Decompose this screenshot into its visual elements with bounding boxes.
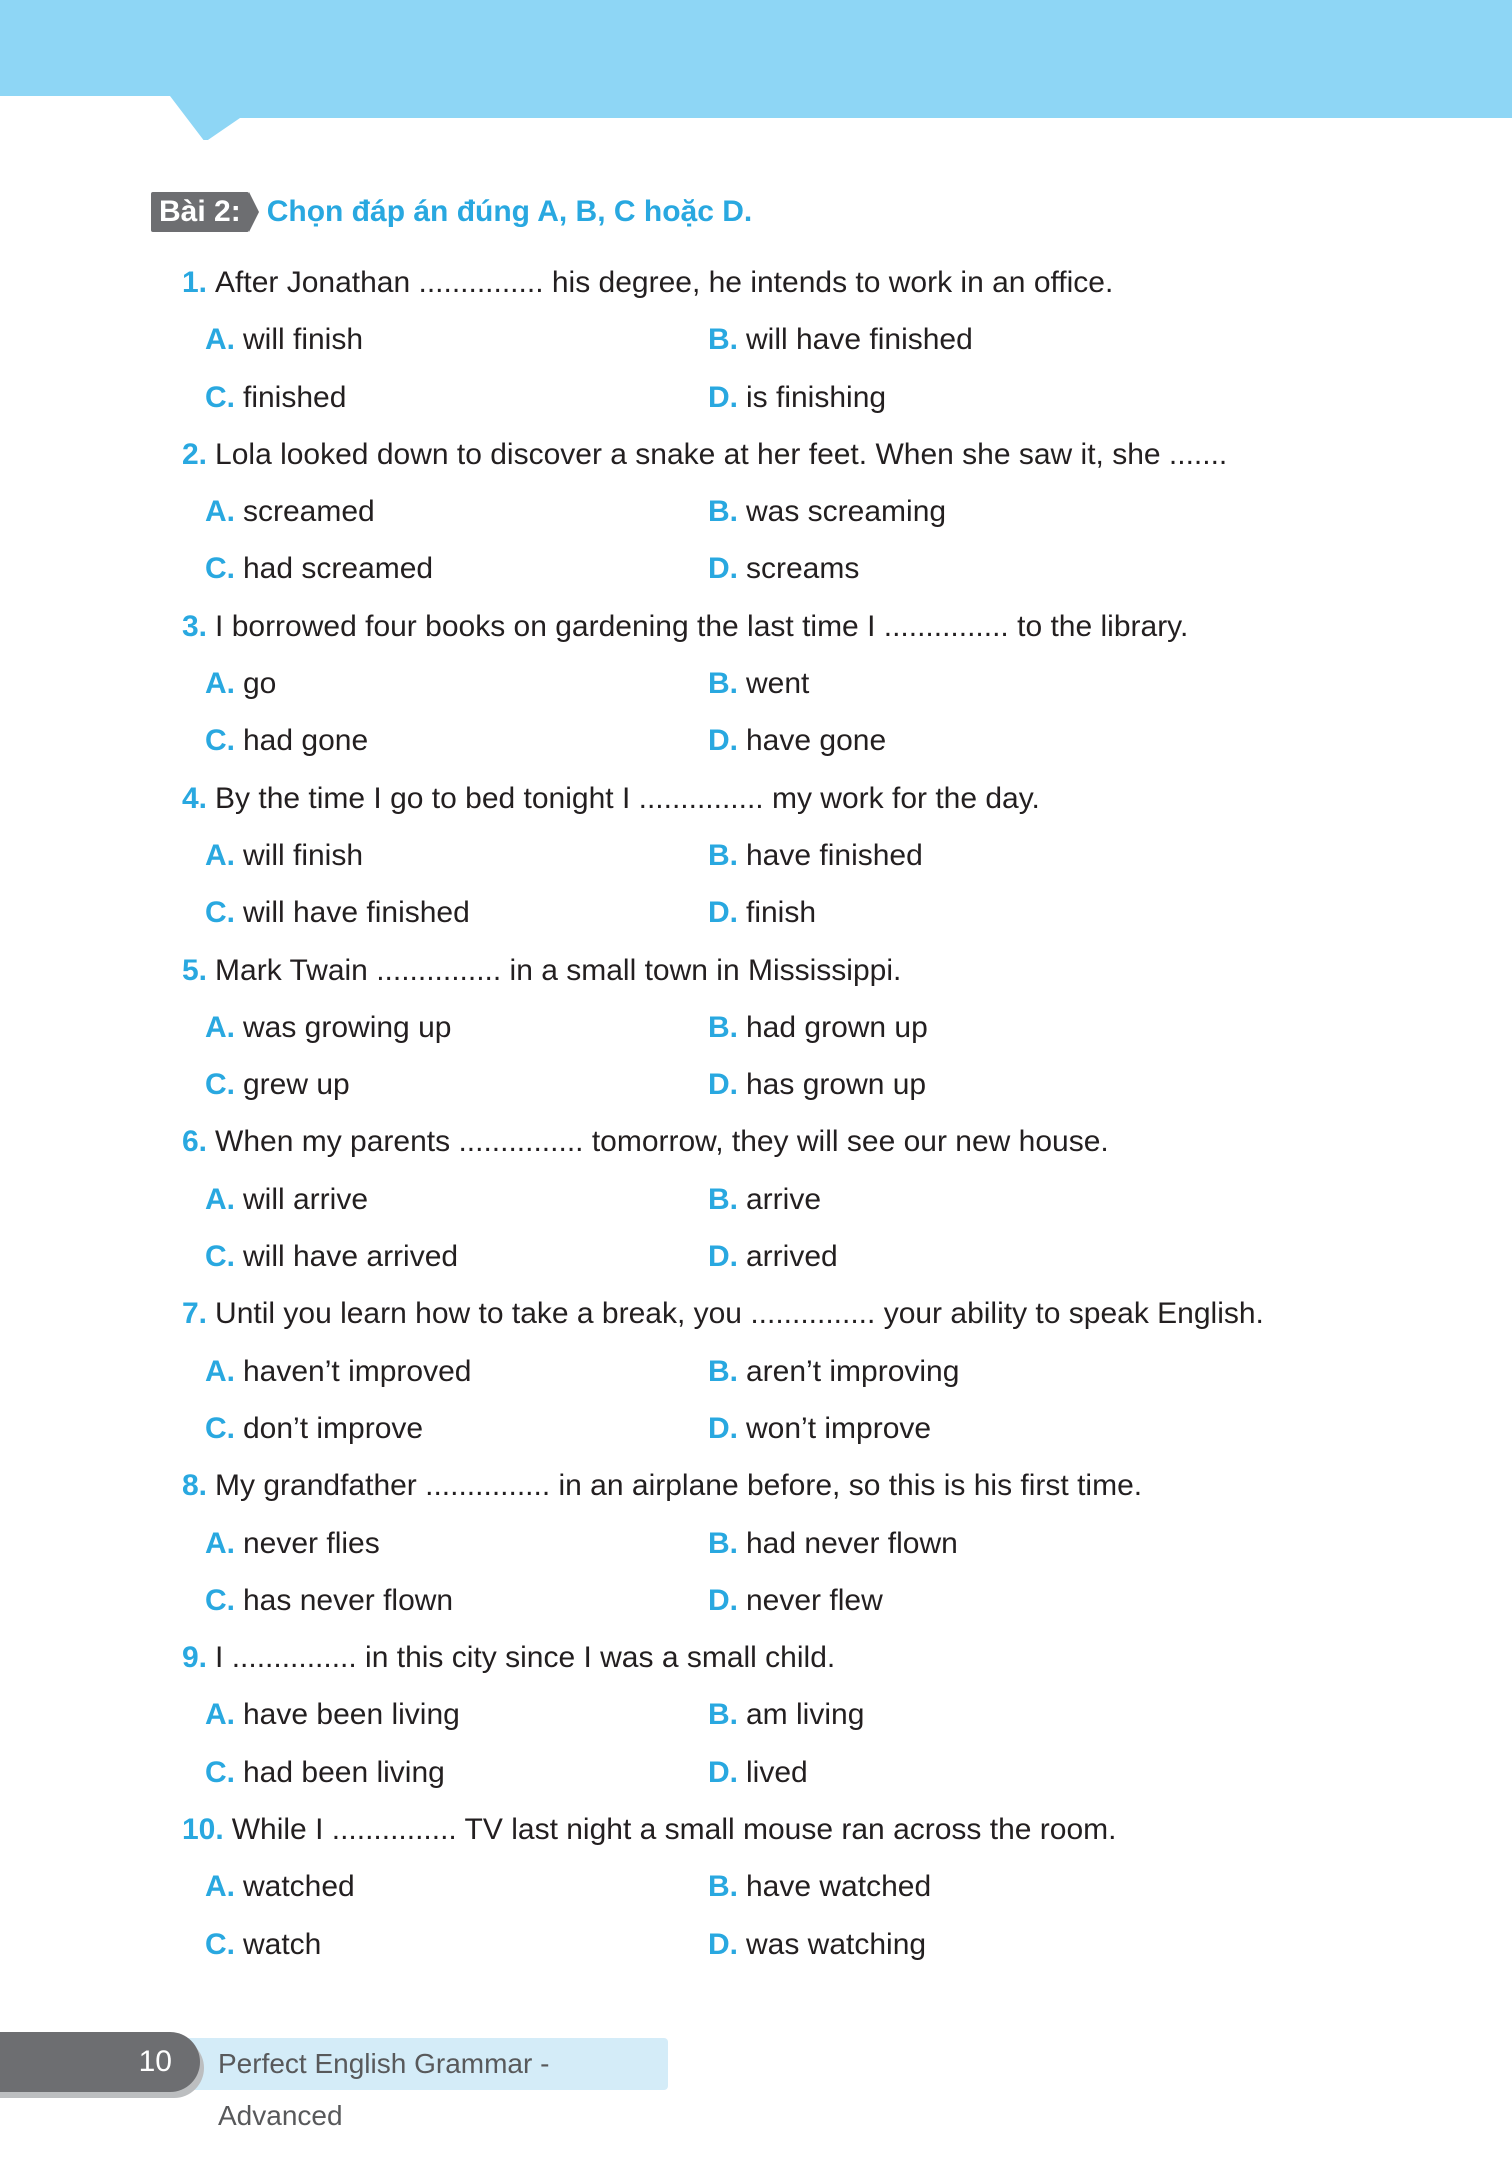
option-letter: C.	[205, 1411, 235, 1445]
option-text: won’t improve	[746, 1411, 932, 1445]
answer-option	[708, 999, 928, 1056]
answer-option	[205, 369, 708, 426]
option-letter: B.	[708, 1354, 738, 1388]
option-text: screams	[746, 552, 860, 586]
option-row	[182, 1228, 1342, 1285]
option-text: was watching	[746, 1927, 927, 1961]
option-text: arrive	[746, 1182, 822, 1216]
answer-option	[708, 1744, 808, 1801]
option-letter: D.	[708, 552, 738, 586]
option-letter: B.	[708, 1010, 738, 1044]
option-text: had been living	[243, 1755, 445, 1789]
option-row	[182, 483, 1342, 540]
option-text: had grown up	[746, 1010, 928, 1044]
question-10	[182, 1801, 1342, 1973]
exercise-badge: Bài 2:	[151, 192, 249, 232]
option-text: has grown up	[746, 1068, 927, 1102]
option-text: watch	[243, 1927, 322, 1961]
answer-option	[205, 827, 708, 884]
option-row	[182, 311, 1342, 368]
option-text: had never flown	[746, 1526, 958, 1560]
answer-option	[708, 1515, 958, 1572]
option-letter: C.	[205, 896, 235, 930]
answer-option	[205, 1515, 708, 1572]
option-text: watched	[243, 1870, 355, 1904]
answer-option	[205, 1343, 708, 1400]
option-letter: A.	[205, 1698, 235, 1732]
answer-option	[205, 1228, 708, 1285]
question-text: After Jonathan ............... his degree, he intends to work in an office.	[215, 266, 1114, 299]
option-text: lived	[746, 1755, 808, 1789]
answer-option	[708, 540, 859, 597]
question-text: By the time I go to bed tonight I ............... my work for the day.	[215, 781, 1040, 815]
option-text: go	[243, 667, 277, 701]
question-text: Mark Twain ............... in a small town in Mississippi.	[215, 953, 902, 987]
option-row	[182, 827, 1342, 884]
option-letter: C.	[205, 1583, 235, 1617]
option-text: aren’t improving	[746, 1354, 960, 1388]
question-stem	[182, 1285, 1342, 1342]
answer-option	[708, 1572, 883, 1629]
question-stem	[182, 770, 1342, 827]
answer-option	[205, 1858, 708, 1915]
question-stem	[182, 1801, 1342, 1858]
answer-option	[708, 1343, 959, 1400]
option-row	[182, 1400, 1342, 1457]
page-number: 10	[0, 2032, 200, 2092]
option-text: have finished	[746, 838, 923, 872]
option-row	[182, 369, 1342, 426]
option-letter: A.	[205, 667, 235, 701]
question-stem	[182, 254, 1342, 311]
option-letter: C.	[205, 380, 235, 414]
option-letter: D.	[708, 1583, 738, 1617]
answer-option	[708, 1916, 926, 1973]
option-text: arrived	[746, 1240, 838, 1274]
option-row	[182, 1572, 1342, 1629]
option-text: had screamed	[243, 552, 434, 586]
question-stem	[182, 598, 1342, 655]
answer-option	[205, 655, 708, 712]
question-number: 8.	[182, 1469, 208, 1503]
option-text: is finishing	[746, 380, 887, 414]
option-letter: D.	[708, 1927, 738, 1961]
option-row	[182, 1343, 1342, 1400]
question-8	[182, 1457, 1342, 1629]
option-text: grew up	[243, 1068, 350, 1102]
option-letter: B.	[708, 323, 738, 357]
question-text: When my parents ............... tomorrow, they will see our new house.	[215, 1125, 1109, 1159]
question-9	[182, 1629, 1342, 1801]
question-2	[182, 426, 1342, 598]
answer-option	[205, 1916, 708, 1973]
question-number: 3.	[182, 609, 208, 643]
option-row	[182, 1858, 1342, 1915]
answer-option	[205, 540, 708, 597]
option-text: haven’t improved	[243, 1354, 472, 1388]
option-text: was growing up	[243, 1010, 452, 1044]
option-letter: C.	[205, 1927, 235, 1961]
question-stem	[182, 426, 1342, 483]
answer-option	[708, 884, 816, 941]
answer-option	[708, 483, 946, 540]
question-stem	[182, 1457, 1342, 1514]
option-letter: A.	[205, 1010, 235, 1044]
option-letter: D.	[708, 1755, 738, 1789]
option-letter: C.	[205, 1068, 235, 1102]
option-letter: B.	[708, 1182, 738, 1216]
option-row	[182, 1686, 1342, 1743]
option-letter: B.	[708, 1870, 738, 1904]
question-number: 7.	[182, 1297, 208, 1331]
exercise-header	[151, 190, 752, 234]
question-text: I borrowed four books on gardening the last time I ............... to the library.	[215, 609, 1189, 643]
question-list	[182, 254, 1342, 1973]
answer-option	[205, 311, 708, 368]
question-number: 6.	[182, 1125, 208, 1159]
option-letter: A.	[205, 1182, 235, 1216]
option-row	[182, 1056, 1342, 1113]
question-stem	[182, 1629, 1342, 1686]
option-row	[182, 655, 1342, 712]
answer-option	[708, 1056, 926, 1113]
option-row	[182, 1171, 1342, 1228]
question-number: 10.	[182, 1813, 224, 1847]
answer-option	[205, 884, 708, 941]
option-text: will have finished	[243, 896, 470, 930]
option-text: finish	[746, 896, 817, 930]
option-text: will arrive	[243, 1182, 369, 1216]
option-row	[182, 1515, 1342, 1572]
question-text: I ............... in this city since I was a small child.	[215, 1641, 836, 1675]
answer-option	[708, 655, 809, 712]
option-text: have watched	[746, 1870, 932, 1904]
question-text: Lola looked down to discover a snake at her feet. When she saw it, she .......	[215, 437, 1228, 471]
option-row	[182, 884, 1342, 941]
option-text: went	[746, 667, 810, 701]
option-letter: A.	[205, 323, 235, 357]
answer-option	[205, 1572, 708, 1629]
option-letter: D.	[708, 380, 738, 414]
question-stem	[182, 942, 1342, 999]
option-text: has never flown	[243, 1583, 454, 1617]
answer-option	[708, 1400, 931, 1457]
question-5	[182, 942, 1342, 1114]
page-footer	[0, 2032, 680, 2131]
answer-option	[205, 1171, 708, 1228]
answer-option	[205, 1744, 708, 1801]
option-letter: A.	[205, 1354, 235, 1388]
question-number: 9.	[182, 1641, 208, 1675]
option-letter: C.	[205, 552, 235, 586]
option-text: don’t improve	[243, 1411, 424, 1445]
top-banner	[0, 0, 1512, 140]
option-letter: C.	[205, 724, 235, 758]
option-text: have been living	[243, 1698, 460, 1732]
question-number: 2.	[182, 437, 208, 471]
option-letter: D.	[708, 1240, 738, 1274]
answer-option	[205, 712, 708, 769]
option-letter: B.	[708, 667, 738, 701]
answer-option	[205, 1056, 708, 1113]
question-6	[182, 1113, 1342, 1285]
answer-option	[205, 1686, 708, 1743]
question-text: While I ............... TV last night a small mouse ran across the room.	[231, 1813, 1117, 1847]
option-text: am living	[746, 1698, 865, 1732]
option-letter: B.	[708, 1526, 738, 1560]
option-text: will finish	[243, 323, 364, 357]
answer-option	[708, 1171, 821, 1228]
question-4	[182, 770, 1342, 942]
question-1	[182, 254, 1342, 426]
option-letter: A.	[205, 495, 235, 529]
answer-option	[205, 483, 708, 540]
option-row	[182, 999, 1342, 1056]
option-row	[182, 712, 1342, 769]
exercise-title: Chọn đáp án đúng A, B, C hoặc D.	[266, 195, 753, 228]
option-text: finished	[243, 380, 347, 414]
option-row	[182, 1744, 1342, 1801]
option-text: was screaming	[746, 495, 947, 529]
option-text: will finish	[243, 838, 364, 872]
option-letter: D.	[708, 896, 738, 930]
option-text: had gone	[243, 724, 369, 758]
answer-option	[708, 369, 886, 426]
option-letter: C.	[205, 1240, 235, 1274]
option-text: never flew	[746, 1583, 883, 1617]
answer-option	[708, 1858, 931, 1915]
answer-option	[708, 1686, 864, 1743]
option-text: screamed	[243, 495, 375, 529]
book-title: Perfect English Grammar - Advanced	[218, 2048, 550, 2131]
answer-option	[708, 827, 923, 884]
option-row	[182, 540, 1342, 597]
option-text: have gone	[746, 724, 887, 758]
option-letter: B.	[708, 1698, 738, 1732]
option-text: will have finished	[746, 323, 973, 357]
option-letter: C.	[205, 1755, 235, 1789]
option-letter: D.	[708, 724, 738, 758]
option-letter: A.	[205, 1526, 235, 1560]
option-letter: A.	[205, 838, 235, 872]
question-number: 4.	[182, 781, 208, 815]
option-letter: D.	[708, 1068, 738, 1102]
option-letter: B.	[708, 838, 738, 872]
option-letter: D.	[708, 1411, 738, 1445]
answer-option	[205, 999, 708, 1056]
option-letter: A.	[205, 1870, 235, 1904]
question-number: 1.	[182, 266, 208, 299]
answer-option	[708, 1228, 838, 1285]
option-text: will have arrived	[243, 1240, 459, 1274]
option-letter: B.	[708, 495, 738, 529]
option-text: never flies	[243, 1526, 380, 1560]
answer-option	[205, 1400, 708, 1457]
answer-option	[708, 712, 886, 769]
question-7	[182, 1285, 1342, 1457]
question-text: My grandfather ............... in an airplane before, so this is his first time.	[215, 1469, 1143, 1503]
option-row	[182, 1916, 1342, 1973]
question-text: Until you learn how to take a break, you ............... your ability to speak English.	[215, 1297, 1264, 1331]
question-3	[182, 598, 1342, 770]
question-number: 5.	[182, 953, 208, 987]
question-stem	[182, 1113, 1342, 1170]
answer-option	[708, 311, 973, 368]
